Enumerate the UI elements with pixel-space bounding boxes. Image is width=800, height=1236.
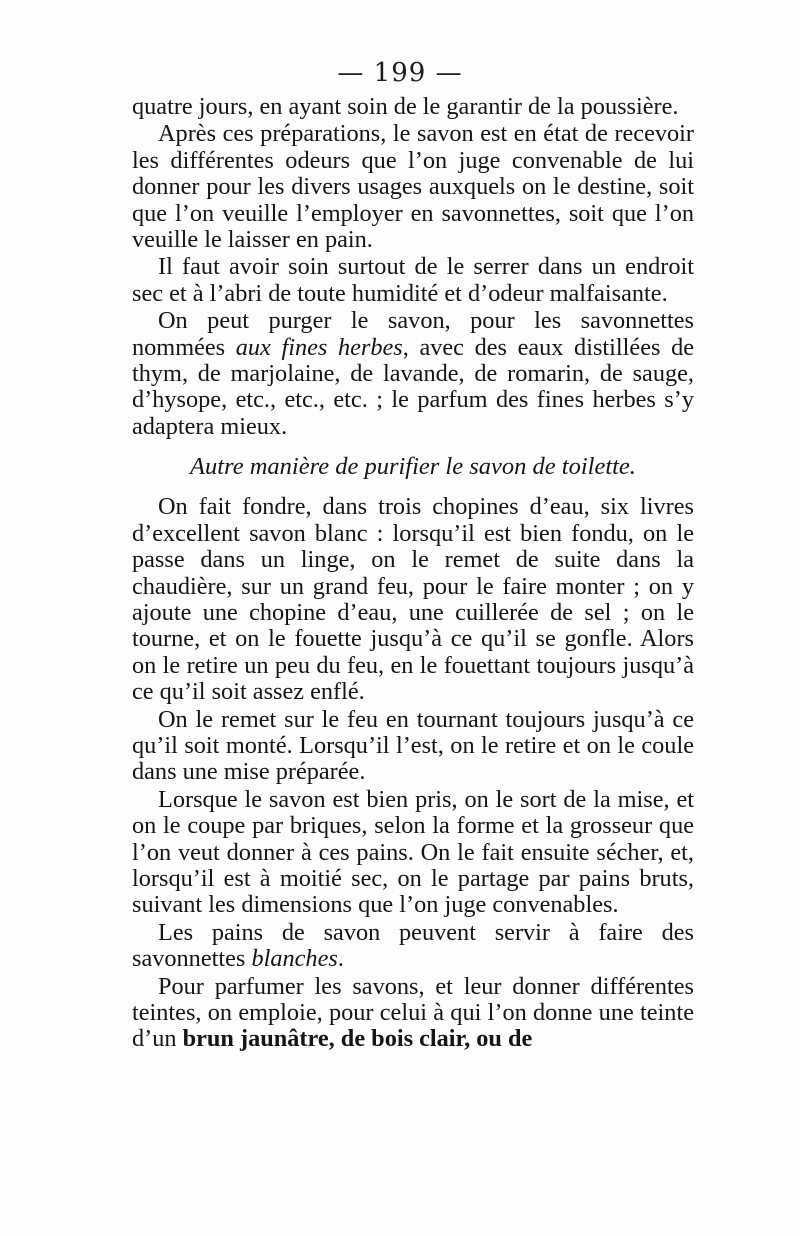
paragraph — [132, 920, 694, 973]
paragraph — [132, 308, 694, 440]
paragraph-text: Les pains de savon peuvent servir à faire des savonnettes — [132, 918, 694, 973]
paragraph: Après ces préparations, le savon est en état de recevoir les différentes odeurs que l’on juge convenable de lui donner pour les divers usages auxquels on le destine, soit que l’on veuille l’employer en savonnettes, soit que l’on veuille le laisser en pain. — [132, 120, 694, 254]
paragraph: On le remet sur le feu en tournant toujours jusqu’à ce qu’il soit monté. Lorsqu’il l’est, on le retire et on le coule dans une mise préparée. — [132, 705, 694, 786]
page-number: — 199 — — [337, 58, 463, 88]
paragraph-text: , avec des eaux distillées de thym, de marjolaine, de lavande, de romarin, de sauge, d’hysope, etc., etc., etc. ; le parfum des fines herbes s’y adaptera mieux. — [132, 333, 694, 440]
bold-text: brun jaunâtre, de bois clair, ou de — [182, 1025, 533, 1053]
italic-term: aux fines herbes — [235, 333, 403, 361]
paragraph-text: . — [337, 945, 344, 973]
body-text — [132, 94, 694, 1053]
paragraph-text: On peut purger le savon, pour les savonnettes nommées — [132, 307, 694, 361]
paragraph — [132, 974, 694, 1053]
italic-term: blanches — [251, 945, 338, 973]
paragraph-text: Pour parfumer les savons, et leur donner différentes teintes, on emploie, pour celui à qui l’on donne une teinte d’un — [132, 972, 694, 1053]
paragraph: Lorsque le savon est bien pris, on le sort de la mise, et on le coupe par briques, selon la forme et la grosseur que l’on veut donner à ces pains. On le fait ensuite sécher, et, lorsqu’il est à moitié sec, on le partage par pains bruts, suivant les dimensions que l’on juge convenables. — [132, 785, 694, 919]
paragraph-continued: quatre jours, en ayant soin de le garantir de la poussière. — [132, 93, 679, 120]
section-heading: Autre manière de purifier le savon de toilette. — [190, 453, 636, 481]
paragraph: Il faut avoir soin surtout de le serrer dans un endroit sec et à l’abri de toute humidité et d’odeur malfaisante. — [132, 253, 694, 307]
paragraph: On fait fondre, dans trois chopines d’eau, six livres d’excellent savon blanc : lorsqu’il est bien fondu, on le passe dans un linge, on le remet de suite dans la chaudière, sur un grand feu, pour le faire monter ; on y ajoute une chopine d’eau, une cuillerée de sel ; on le tourne, et on le fouette jusqu’à ce qu’il se gonfle. Alors on le retire un peu du feu, en le fouettant toujours jusqu’à ce qu’il soit assez enflé. — [132, 493, 694, 706]
